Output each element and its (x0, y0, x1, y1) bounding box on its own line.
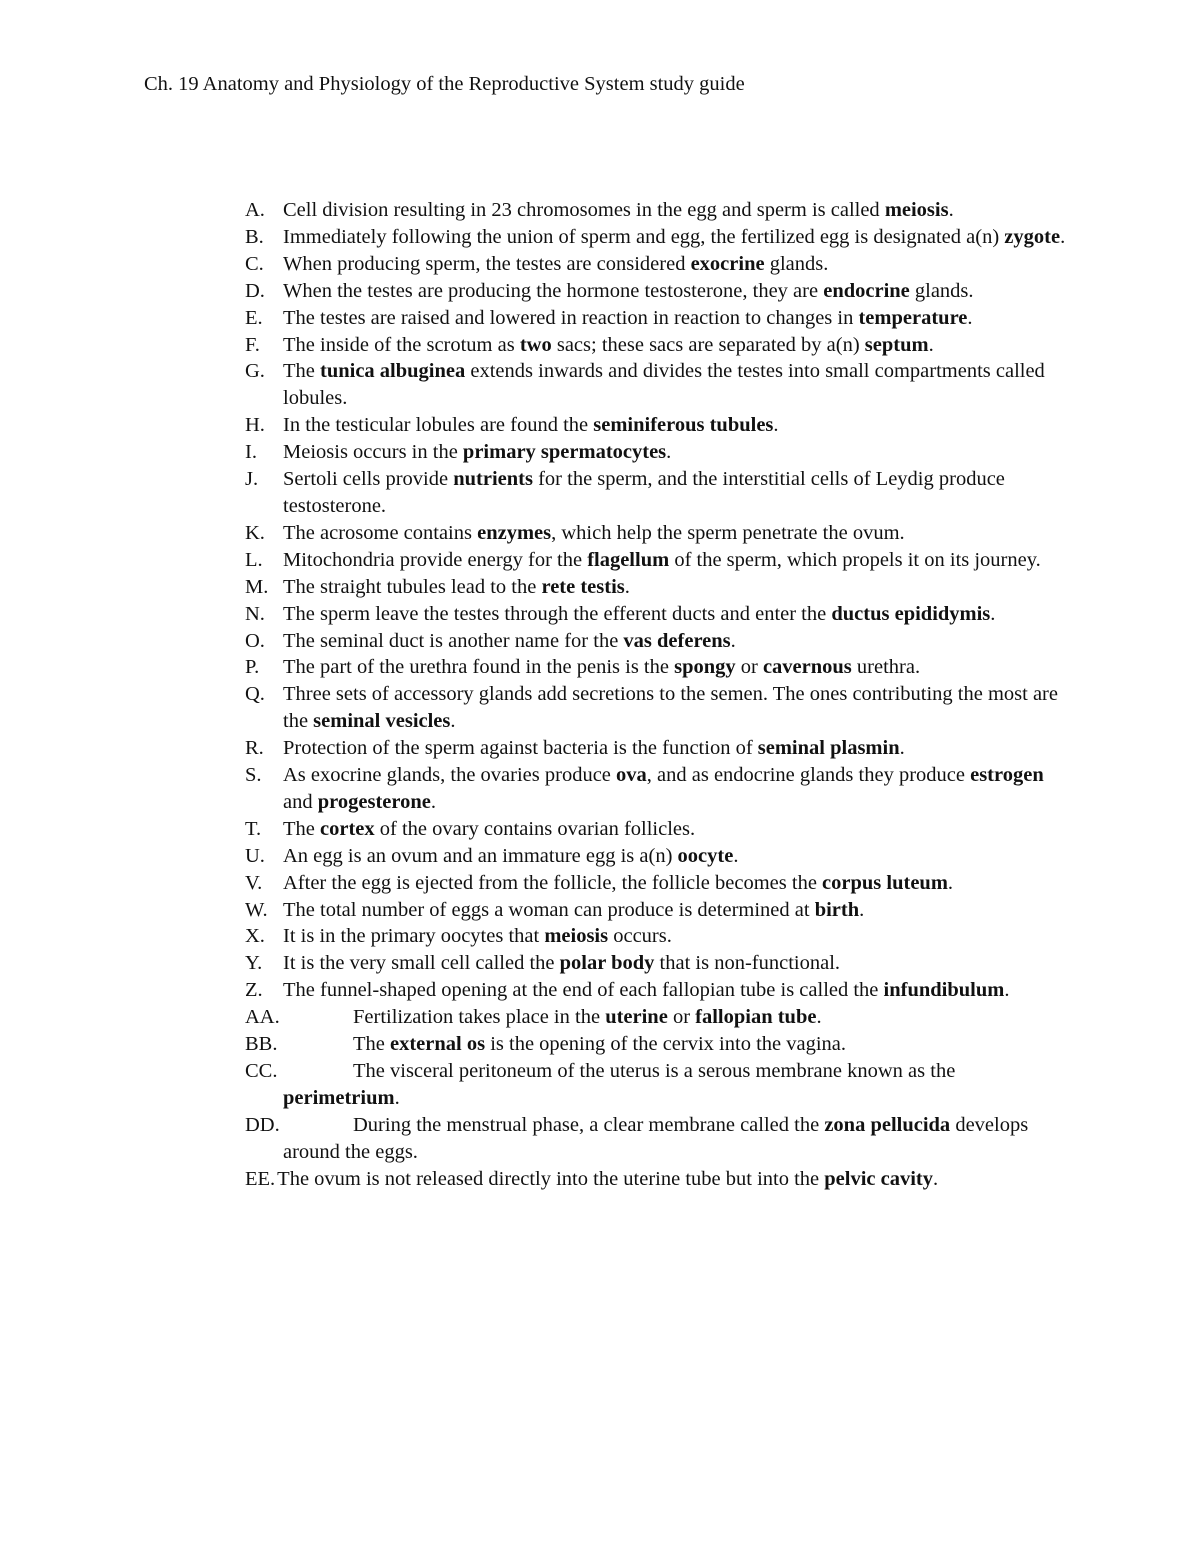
item-text (283, 199, 954, 221)
answer-term: flagellum (587, 548, 670, 571)
item-letter: D. (245, 279, 265, 302)
item-text-segment: sacs; these sacs are separated by a(n) (551, 333, 865, 356)
answer-term: perimetrium (283, 1086, 395, 1109)
answer-term: vas deferens (623, 629, 731, 652)
item-text (283, 1060, 955, 1109)
item-text (283, 603, 995, 625)
item-text-segment: . (990, 602, 996, 625)
question-item (245, 762, 1075, 816)
item-text (283, 1114, 1028, 1163)
question-item (245, 332, 1075, 359)
question-item (245, 224, 1075, 251)
item-text (283, 414, 779, 436)
question-list (245, 197, 1075, 1193)
question-item (245, 412, 1075, 439)
item-letter: DD. (245, 1113, 280, 1136)
question-item (245, 1166, 1075, 1193)
question-item (245, 681, 1075, 735)
item-text (283, 737, 905, 759)
item-text-segment: It is the very small cell called the (283, 952, 560, 975)
item-text-segment: . (430, 790, 436, 813)
item-letter: F. (245, 333, 260, 356)
item-text-segment: . (967, 306, 973, 329)
item-text-segment: The acrosome contains (283, 521, 478, 544)
item-text (283, 576, 630, 598)
item-letter: U. (245, 844, 265, 867)
item-text (353, 1006, 822, 1028)
item-text (283, 683, 1058, 732)
item-text (283, 441, 671, 463)
answer-term: primary spermatocytes (462, 441, 667, 464)
item-text-segment: An egg is an ovum and an immature egg is a(n) (283, 844, 678, 867)
item-letter: CC. (245, 1060, 278, 1082)
item-letter: S. (245, 764, 262, 787)
item-text-segment: . (1004, 979, 1010, 1002)
item-text-segment: The inside of the scrotum as (283, 333, 520, 356)
answer-term: pelvic cavity (824, 1167, 934, 1190)
item-text-segment: As exocrine glands, the ovaries produce (283, 764, 617, 787)
item-text (283, 522, 905, 544)
item-text (283, 253, 828, 275)
answer-term: seminiferous tubules (593, 414, 774, 437)
item-text-segment: . (733, 844, 739, 867)
question-item (245, 1004, 1075, 1031)
item-text-segment: glands. (764, 252, 829, 275)
item-letter: A. (245, 199, 265, 221)
item-text (283, 818, 695, 840)
item-text-segment: . (450, 710, 456, 733)
item-text-segment: is the opening of the cervix into the vagina. (485, 1033, 847, 1056)
item-letter: EE. (245, 1167, 276, 1190)
item-text (353, 1033, 846, 1055)
answer-term: polar body (559, 952, 655, 975)
item-text-segment: When the testes are producing the hormone testosterone, they are (283, 279, 824, 302)
item-text (283, 845, 738, 867)
item-text-segment: . (947, 871, 954, 894)
item-text-segment: The part of the urethra found in the penis is the (283, 656, 675, 679)
question-item (245, 1112, 1075, 1166)
item-letter: Q. (245, 683, 265, 706)
question-item (245, 654, 1075, 681)
answer-term: zygote (1004, 225, 1061, 248)
answer-term: seminal vesicles (313, 710, 451, 733)
answer-term: corpus luteum (822, 871, 948, 894)
item-text-segment: . (948, 199, 954, 221)
item-text-segment: The funnel-shaped opening at the end of each fallopian tube is called the (283, 979, 884, 1002)
answer-term: infundibulum (883, 979, 1005, 1002)
answer-term: progesterone (317, 790, 431, 813)
question-item (245, 520, 1075, 547)
question-item (245, 197, 1075, 224)
question-item (245, 628, 1075, 655)
item-text-segment: In the testicular lobules are found the (283, 414, 594, 437)
item-letter: K. (245, 521, 265, 544)
item-letter: R. (245, 737, 264, 760)
item-text-segment: Sertoli cells provide (283, 468, 454, 491)
answer-term: endocrine (823, 279, 910, 302)
item-text (283, 872, 953, 894)
item-letter: I. (245, 441, 257, 464)
item-text-segment: Mitochondria provide energy for the (283, 548, 588, 571)
answer-term: zona pellucida (824, 1113, 951, 1136)
item-text-segment: , and as endocrine glands they produce (646, 764, 971, 787)
item-letter: E. (245, 306, 263, 329)
item-letter: T. (245, 817, 262, 840)
item-text (283, 549, 1041, 571)
answer-term: oocyte (677, 844, 734, 867)
item-text (283, 280, 974, 302)
answer-term: meiosis (884, 199, 949, 221)
page-title: Ch. 19 Anatomy and Physiology of the Reproductive System study guide (144, 73, 745, 95)
answer-term: cortex (320, 817, 375, 840)
item-text-segment: for the sperm, and the interstitial cells of Leydig produce testosterone. (283, 468, 1005, 517)
answer-term: enzymes (477, 521, 552, 544)
item-text-segment: The (283, 817, 320, 840)
item-letter: C. (245, 252, 264, 275)
question-item (245, 923, 1075, 950)
item-text-segment: After the egg is ejected from the follicle, the follicle becomes the (283, 871, 823, 894)
answer-term: uterine (605, 1006, 668, 1029)
item-text-segment: . (624, 575, 630, 598)
item-text (283, 925, 672, 947)
question-item (245, 897, 1075, 924)
item-letter: L. (245, 548, 263, 571)
item-text (283, 307, 973, 329)
item-text-segment: glands. (909, 279, 974, 302)
item-letter: O. (245, 629, 265, 652)
question-item (245, 950, 1075, 977)
answer-term: external os (390, 1033, 486, 1056)
item-text-segment: develops around the eggs. (283, 1113, 1029, 1163)
item-letter: M. (245, 575, 269, 598)
item-text-segment: . (859, 898, 865, 921)
item-text-segment: of the sperm, which propels it on its journey. (669, 548, 1041, 571)
item-text-segment: The total number of eggs a woman can produce is determined at (283, 898, 815, 921)
item-text-segment: Cell division resulting in 23 chromosomes in the egg and sperm is called (283, 199, 885, 221)
item-text-segment: or (667, 1006, 696, 1029)
item-text-segment: . (1060, 225, 1066, 248)
item-text-segment: extends inwards and divides the testes into small compartments called lobules. (283, 360, 1045, 410)
item-text-segment: Protection of the sperm against bacteria is the function of (283, 737, 758, 760)
answer-term: temperature (858, 306, 968, 329)
question-item (245, 547, 1075, 574)
item-text-segment: that is non-functional. (654, 952, 841, 975)
item-text-segment: . (773, 414, 779, 437)
item-text-segment: Fertilization takes place in the (353, 1006, 606, 1029)
item-letter: V. (245, 871, 263, 894)
question-item (245, 1058, 1075, 1112)
item-text-segment: The ovum is not released directly into the uterine tube but into the (277, 1167, 825, 1190)
answer-term: seminal plasmin (757, 737, 900, 760)
item-text-segment: and (283, 790, 318, 813)
item-letter: W. (245, 898, 268, 921)
answer-term: meiosis (544, 925, 609, 948)
item-letter: Y. (245, 952, 263, 975)
item-text-segment: . (816, 1006, 822, 1029)
item-text-segment: Immediately following the union of sperm and egg, the fertilized egg is designated a(n) (283, 225, 1005, 248)
item-letter: B. (245, 225, 264, 248)
answer-term: birth (814, 898, 860, 921)
item-text-segment: . (933, 1167, 939, 1190)
question-item (245, 278, 1075, 305)
item-text-segment: Meiosis occurs in the (283, 441, 463, 464)
item-letter: AA. (245, 1006, 280, 1029)
question-item (245, 735, 1075, 762)
item-text-segment: When producing sperm, the testes are considered (283, 252, 691, 275)
item-letter: Z. (245, 979, 263, 1002)
question-item (245, 251, 1075, 278)
item-text (283, 952, 840, 974)
question-item (245, 305, 1075, 332)
item-text (283, 360, 1045, 409)
item-text (283, 764, 1044, 813)
item-letter: H. (245, 414, 265, 437)
item-text-segment: . (928, 333, 934, 356)
item-text-segment: The seminal duct is another name for the (283, 629, 624, 652)
answer-term: spongy (674, 656, 736, 679)
answer-term: nutrients (453, 468, 533, 491)
answer-term: two (519, 333, 552, 356)
question-item (245, 358, 1075, 412)
item-text-segment: Three sets of accessory glands add secretions to the semen. The ones contributing the most are the (283, 683, 1058, 733)
item-text (283, 979, 1009, 1001)
item-text-segment: The visceral peritoneum of the uterus is a serous membrane known as the (353, 1060, 956, 1082)
item-text (283, 468, 1005, 517)
answer-term: rete testis (541, 575, 625, 598)
question-item (245, 466, 1075, 520)
item-text (283, 656, 920, 678)
question-item (245, 601, 1075, 628)
item-text-segment: The sperm leave the testes through the efferent ducts and enter the (283, 602, 832, 625)
item-text-segment: The straight tubules lead to the (283, 575, 542, 598)
answer-term: cavernous (762, 656, 852, 679)
item-letter: G. (245, 360, 265, 383)
answer-term: estrogen (970, 764, 1044, 787)
item-text (283, 899, 864, 921)
answer-term: fallopian tube (695, 1006, 817, 1029)
item-text (283, 226, 1065, 248)
question-item (245, 870, 1075, 897)
answer-term: septum (864, 333, 929, 356)
question-item (245, 439, 1075, 466)
item-text-segment: or (735, 656, 763, 679)
question-item (245, 1031, 1075, 1058)
item-text-segment: The (283, 360, 320, 383)
item-text-segment: of the ovary contains ovarian follicles. (374, 817, 696, 840)
item-text-segment: occurs. (608, 925, 672, 948)
item-text-segment: The (353, 1033, 390, 1056)
item-letter: X. (245, 925, 265, 948)
item-text-segment: . (666, 441, 672, 464)
item-letter: P. (245, 656, 260, 679)
item-text (283, 630, 736, 652)
answer-term: tunica albuginea (320, 360, 466, 383)
item-text-segment: , which help the sperm penetrate the ovum. (551, 521, 905, 544)
answer-term: exocrine (690, 252, 765, 275)
item-letter: BB. (245, 1033, 278, 1056)
question-item (245, 816, 1075, 843)
item-text-segment: The testes are raised and lowered in reaction in reaction to changes in (283, 306, 859, 329)
item-letter: N. (245, 602, 265, 625)
question-item (245, 574, 1075, 601)
item-text-segment: . (394, 1086, 400, 1109)
item-text-segment: . (899, 737, 905, 760)
item-letter: J. (245, 468, 259, 491)
item-text-segment: urethra. (851, 656, 921, 679)
question-item (245, 843, 1075, 870)
answer-term: ductus epididymis (831, 602, 991, 625)
item-text-segment: During the menstrual phase, a clear membrane called the (353, 1113, 825, 1136)
item-text-segment: It is in the primary oocytes that (283, 925, 545, 948)
item-text (283, 334, 934, 356)
item-text (277, 1168, 938, 1190)
answer-term: ova (616, 764, 647, 787)
item-text-segment: . (730, 629, 736, 652)
question-item (245, 977, 1075, 1004)
